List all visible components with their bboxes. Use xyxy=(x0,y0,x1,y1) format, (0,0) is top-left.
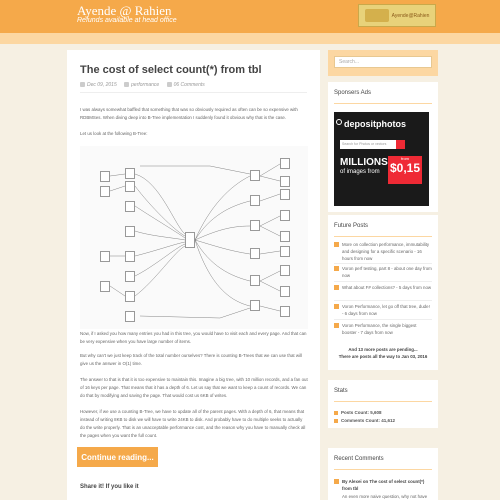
btree-node xyxy=(125,168,135,179)
site-title[interactable]: Ayende @ Rahien xyxy=(77,3,172,18)
btree-node xyxy=(250,275,260,286)
site-header xyxy=(0,0,500,33)
divider xyxy=(334,319,432,320)
comment-icon xyxy=(334,479,339,484)
btree-node xyxy=(250,220,260,231)
ad-subline: of images from xyxy=(340,169,380,175)
ad-search-input[interactable]: Search for Photos or vectors xyxy=(340,140,396,149)
btree-node xyxy=(125,311,135,322)
divider xyxy=(334,281,432,282)
ad-price-label: from xyxy=(401,156,409,161)
site-subtitle: Refunds available at head office xyxy=(77,17,177,24)
post-date: Dec 09, 2015 xyxy=(87,82,117,88)
divider xyxy=(334,103,432,104)
btree-root-node xyxy=(185,232,195,248)
btree-node xyxy=(125,251,135,262)
post-paragraph-4: But why can't we just keep track of the total number ourselves? There is counting B-Trees that we can use that will give us the answer in O(1) time. xyxy=(80,353,302,366)
btree-node xyxy=(280,265,290,276)
search-input[interactable]: Search... xyxy=(334,56,432,68)
divider xyxy=(334,300,432,301)
recent-comment-text: An even more naive question, why not have xyxy=(342,494,428,499)
comments-count xyxy=(334,418,395,423)
future-posts-widget xyxy=(328,215,438,370)
btree-node xyxy=(280,286,290,297)
btree-node xyxy=(280,189,290,200)
depositphotos-ad[interactable] xyxy=(334,112,429,206)
sponsor-ads-widget xyxy=(328,82,438,212)
post-category[interactable]: performance xyxy=(131,82,160,88)
btree-node xyxy=(250,300,260,311)
btree-node xyxy=(280,246,290,257)
ad-price-badge xyxy=(388,156,422,184)
btree-node xyxy=(125,181,135,192)
header-banner[interactable] xyxy=(358,4,436,27)
btree-node xyxy=(100,281,110,292)
divider xyxy=(80,92,307,93)
post-paragraph-1: I was always somewhat baffled that something that was so obviously required as often can be so expensive with RDBMSes. When diving deep into B-Tree implementation I suddenly found it obvious why that is the case. xyxy=(80,107,298,120)
recent-comment-title: By Alexei on The cost of select count(*) from tbl xyxy=(342,479,425,491)
widget-title-ads: Sponsers Ads xyxy=(334,90,372,96)
btree-node xyxy=(280,210,290,221)
comments-icon xyxy=(334,419,338,423)
widget-title-recent-comments: Recent Comments xyxy=(334,456,384,462)
btree-node xyxy=(125,271,135,282)
btree-node xyxy=(125,226,135,237)
stats-widget xyxy=(328,380,438,428)
document-icon xyxy=(334,266,339,271)
document-icon xyxy=(334,323,339,328)
btree-node xyxy=(100,251,110,262)
banner-logo-icon xyxy=(365,9,389,22)
tag-icon xyxy=(124,82,129,87)
widget-title-future-posts: Future Posts xyxy=(334,223,369,229)
calendar-icon xyxy=(80,82,85,87)
posts-count-text: Posts Count: 5,608 xyxy=(341,410,382,415)
btree-node xyxy=(125,201,135,212)
sidebar-search xyxy=(328,50,438,76)
ad-search-button[interactable] xyxy=(396,140,405,149)
future-post-title: What about F# collections? - 5 days from now xyxy=(342,285,432,290)
divider xyxy=(334,401,432,402)
ad-price: $0,15 xyxy=(389,161,421,175)
future-post-title: Voron perf testing, part 8 - about one day from now xyxy=(342,266,432,278)
divider xyxy=(334,469,432,470)
post-paragraph-2: Let us look at the following B-Tree: xyxy=(80,131,148,136)
share-heading: Share it! If you like it xyxy=(80,484,139,490)
header-stripe xyxy=(0,33,500,44)
posts-icon xyxy=(334,411,338,415)
future-post-title: Voron Performance, the single biggest booster - 7 days from now xyxy=(342,323,417,335)
btree-node xyxy=(280,306,290,317)
continue-reading-button[interactable]: Continue reading... xyxy=(77,447,158,467)
future-posts-pending: And 13 more posts are pending... xyxy=(348,347,418,352)
document-icon xyxy=(334,242,339,247)
divider xyxy=(334,236,432,237)
comment-icon xyxy=(167,82,172,87)
document-icon xyxy=(334,285,339,290)
btree-node xyxy=(280,176,290,187)
post-paragraph-6: However, if we use a counting B-Tree, we have to update all of the parent pages. With a depth of 6, that means that instead of writing 8KB to disk we will have to write 24KB to disk. And probably have to do multiple seeks to actually do the write properly. That is an unacceptable performance cost, and the reason why you have to manually check all the pages when you want the full count. xyxy=(80,409,306,438)
btree-node xyxy=(250,170,260,181)
ad-brand: depositphotos xyxy=(344,119,406,129)
document-icon xyxy=(334,304,339,309)
post-paragraph-3: Now, if I asked you how many entries you had in this tree, you would have to visit each and every page. And that can be very expensive when you have large number of items. xyxy=(80,331,307,344)
divider xyxy=(334,263,432,264)
widget-title-stats: Stats xyxy=(334,388,348,394)
future-post-title: Voron Performance, let go off that tree, dude! - 6 days from now xyxy=(342,304,430,316)
post-meta xyxy=(80,82,211,88)
post-title[interactable]: The cost of select count(*) from tbl xyxy=(80,64,262,76)
recent-comments-widget xyxy=(328,448,438,500)
post-comments-link[interactable]: 06 Comments xyxy=(173,82,205,88)
comments-count-text: Comments Count: 41,612 xyxy=(341,418,396,423)
btree-node xyxy=(250,195,260,206)
posts-count xyxy=(334,410,382,415)
btree-node xyxy=(100,171,110,182)
btree-node xyxy=(250,248,260,259)
btree-node xyxy=(125,291,135,302)
btree-node xyxy=(100,186,110,197)
ad-headline: MILLIONS xyxy=(340,157,388,168)
banner-text: Ayende@Rahien xyxy=(391,12,430,19)
post-article xyxy=(67,50,320,500)
depositphotos-logo-icon xyxy=(336,119,342,125)
future-posts-last-date: There are posts all the way to Jan 03, 2016 xyxy=(338,354,428,359)
btree-diagram xyxy=(80,146,308,329)
btree-node xyxy=(280,158,290,169)
future-post-title: More on collection performance, immutability and designing for a specific scenario - 16 hours from now xyxy=(342,242,430,261)
post-paragraph-5: The answer to that is that it is too expensive to maintain this. Imagine a big tree, with 10 million records, and a fan out of 16 keys per page. That means that it has a depth of 6. Let us say that we want to keep a count of records. We can do that by modifying and saving the page. That would cost us 6KB of writes. xyxy=(80,377,308,398)
btree-node xyxy=(280,231,290,242)
